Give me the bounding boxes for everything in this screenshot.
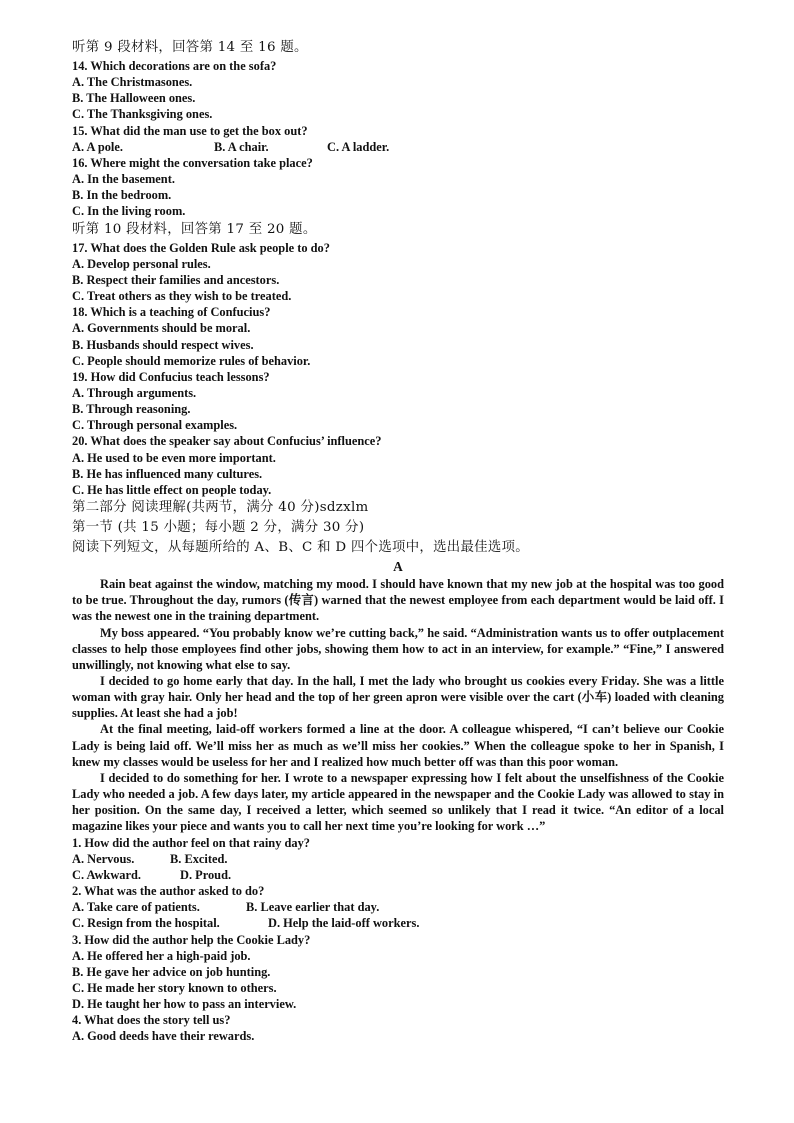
q15-option-c: C. A ladder. [327, 139, 390, 154]
reading-instruction: 阅读下列短文，从每题所给的 A、B、C 和 D 四个选项中，选出最佳选项。 [72, 540, 529, 556]
q20-option-a: A. He used to be even more important. [72, 450, 276, 465]
question-3: 3. How did the author help the Cookie Lady? [72, 932, 311, 947]
section10-heading: 听第 10 段材料，回答第 17 至 20 题。 [72, 221, 317, 237]
q2-options [72, 899, 724, 915]
q18-option-c: C. People should memorize rules of behavior. [72, 353, 311, 368]
q16-option-a: A. In the basement. [72, 172, 175, 187]
q19-option-b: B. Through reasoning. [72, 402, 191, 417]
q3-option-a: A. He offered her a high-paid job. [72, 948, 251, 963]
q2-option-a: A. Take care of patients. [72, 900, 200, 915]
q2-options-row2 [72, 915, 724, 931]
q20-option-c: C. He has little effect on people today. [72, 482, 272, 497]
q15-option-b: B. A chair. [214, 139, 269, 154]
q16-option-b: B. In the bedroom. [72, 188, 172, 203]
q1-option-a: A. Nervous. [72, 851, 135, 866]
exam-page [72, 38, 724, 1045]
question-16: 16. Where might the conversation take place? [72, 155, 313, 170]
q2-option-c: C. Resign from the hospital. [72, 916, 220, 931]
q15-options [72, 139, 724, 155]
q16-option-c: C. In the living room. [72, 204, 186, 219]
q18-option-a: A. Governments should be moral. [72, 321, 251, 336]
q14-option-b: B. The Halloween ones. [72, 91, 196, 106]
q14-option-a: A. The Christmasones. [72, 75, 193, 90]
passage-paragraph-1: Rain beat against the window, matching my mood. I should have known that my new job at the hospital was too good to be true. Throughout the day, rumors (传言) warned that the newest employee from each department would be laid off. I was the newest one in the training department. [72, 577, 724, 624]
q14-option-c: C. The Thanksgiving ones. [72, 107, 213, 122]
q18-option-b: B. Husbands should respect wives. [72, 337, 254, 352]
q20-option-b: B. He has influenced many cultures. [72, 466, 263, 481]
reading-section-heading: 第一节 (共 15 小题；每小题 2 分，满分 30 分) [72, 520, 365, 536]
q1-options [72, 851, 724, 867]
section9-heading: 听第 9 段材料，回答第 14 至 16 题。 [72, 40, 308, 55]
q1-options-row2 [72, 867, 724, 883]
passage-paragraph-4: At the final meeting, laid-off workers formed a line at the door. A colleague whispered, “I can’t believe our Cookie Lady is being laid off. We’ll miss her as much as we’ll miss her cookies.” When the colleague spoke to her in Spanish, I knew my classes would be useless for her and I realized how much better off was than this poor woman. [72, 722, 724, 769]
q17-option-b: B. Respect their families and ancestors. [72, 272, 280, 287]
q4-option-a: A. Good deeds have their rewards. [72, 1029, 255, 1044]
passage-label: A [393, 559, 403, 575]
question-2: 2. What was the author asked to do? [72, 884, 265, 899]
q1-option-c: C. Awkward. [72, 867, 141, 882]
passage-paragraph-5: I decided to do something for her. I wrote to a newspaper expressing how I felt about the unselfishness of the Cookie Lady who needed a job. A few days later, my article appeared in the newspaper and the Cookie Lady was allowed to stay in her position. On the same day, I received a letter, which seemed so unlikely that I read it twice. “An editor of a local magazine likes your piece and wants you to call her next time you’re looking for work …” [72, 770, 724, 834]
q3-option-d: D. He taught her how to pass an interview. [72, 997, 297, 1012]
passage-paragraph-3: I decided to go home early that day. In the hall, I met the lady who brought us cookies every Friday. She was a little woman with gray hair. Only her head and the top of her green apron were visible over the cart (小车) loaded with cleaning supplies. At least she had a job! [72, 674, 724, 721]
question-4: 4. What does the story tell us? [72, 1013, 231, 1028]
question-19: 19. How did Confucius teach lessons? [72, 369, 270, 384]
q2-option-d: D. Help the laid-off workers. [268, 916, 420, 931]
question-14: 14. Which decorations are on the sofa? [72, 59, 277, 73]
q1-option-d: D. Proud. [180, 867, 232, 882]
q3-option-b: B. He gave her advice on job hunting. [72, 964, 271, 979]
question-15: 15. What did the man use to get the box out? [72, 123, 308, 138]
reading-part-heading: 第二部分 阅读理解(共两节，满分 40 分)sdzxlm [72, 500, 369, 516]
question-1: 1. How did the author feel on that rainy day? [72, 835, 310, 850]
q17-option-a: A. Develop personal rules. [72, 256, 211, 271]
q15-option-a: A. A pole. [72, 139, 123, 154]
passage-paragraph-2: My boss appeared. “You probably know we’re cutting back,” he said. “Administration wants us to offer outplacement classes to help those employees find other jobs, showing them how to act in an interview, for example.” “Fine,” I answered unwillingly, not knowing what else to say. [72, 625, 724, 672]
q1-option-b: B. Excited. [170, 851, 228, 866]
q2-option-b: B. Leave earlier that day. [246, 900, 380, 915]
q17-option-c: C. Treat others as they wish to be treated. [72, 289, 292, 304]
question-17: 17. What does the Golden Rule ask people to do? [72, 240, 330, 255]
q19-option-c: C. Through personal examples. [72, 418, 238, 433]
q3-option-c: C. He made her story known to others. [72, 980, 277, 995]
question-18: 18. Which is a teaching of Confucius? [72, 305, 271, 320]
question-20: 20. What does the speaker say about Confucius’ influence? [72, 434, 382, 449]
q19-option-a: A. Through arguments. [72, 385, 197, 400]
